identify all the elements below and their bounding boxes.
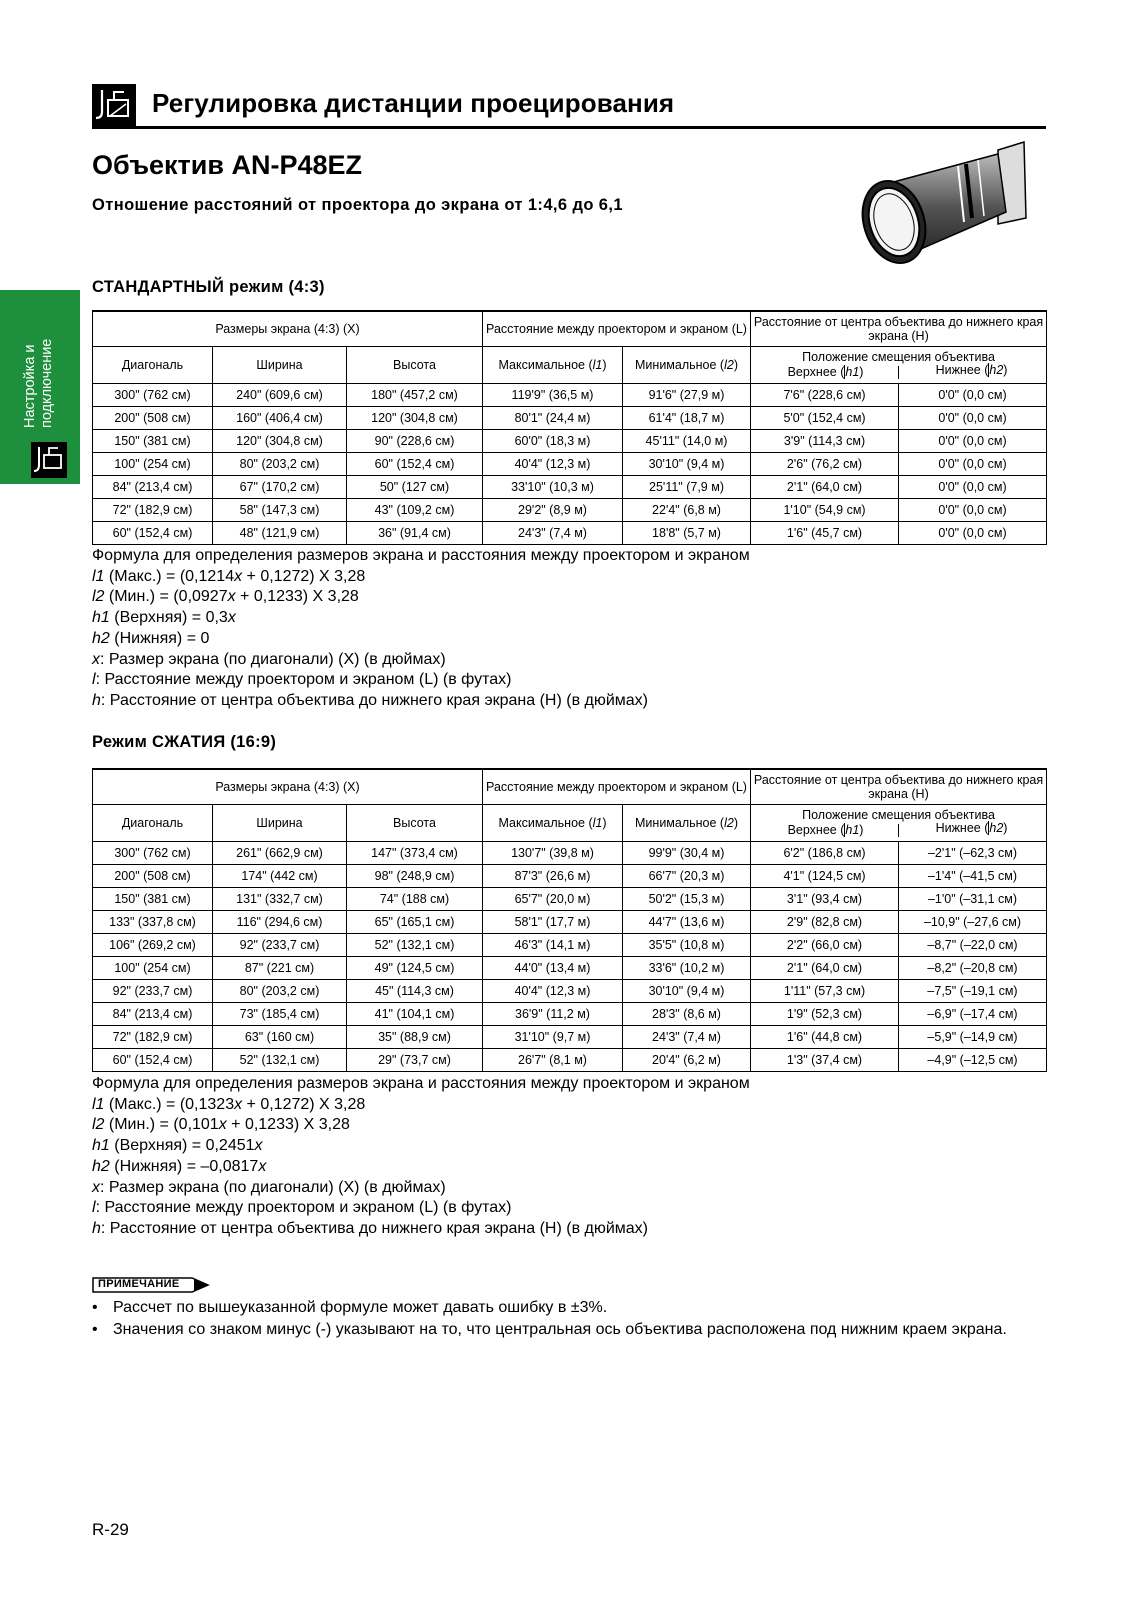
table-cell: 2'2" (66,0 см) — [751, 934, 899, 957]
header-width: Ширина — [213, 347, 347, 384]
section-tab-label-line2: подключение — [39, 338, 55, 428]
table-cell: 240" (609,6 см) — [213, 384, 347, 407]
table-cell: 91'6" (27,9 м) — [623, 384, 751, 407]
formula-block-compressed — [92, 1074, 1052, 1240]
throw-ratio-line: Отношение расстояний от проектора до экрана от 1:4,6 до 6,1 — [92, 196, 623, 214]
table-cell: 60" (152,4 см) — [93, 522, 213, 545]
page-number: R-29 — [92, 1520, 129, 1539]
table-cell: 200" (508 см) — [93, 407, 213, 430]
formula-line: Формула для определения размеров экрана и расстояния между проектором и экраном — [92, 547, 750, 564]
table-cell: 131" (332,7 см) — [213, 888, 347, 911]
header-rule — [92, 126, 1046, 129]
table-row — [93, 865, 1047, 888]
table-cell: 80" (203,2 см) — [213, 453, 347, 476]
formula-line: l2 (Мин.) = (0,0927x + 0,1233) X 3,28 — [92, 588, 359, 606]
table-cell: 1'6" (45,7 см) — [751, 522, 899, 545]
table-row — [93, 911, 1047, 934]
table-cell: 80'1" (24,4 м) — [483, 407, 623, 430]
table-cell: 50" (127 см) — [347, 476, 483, 499]
table-cell: 200" (508 см) — [93, 865, 213, 888]
formula-line: l1 (Макс.) = (0,1214x + 0,1272) X 3,28 — [92, 567, 366, 585]
header-height: Высота — [347, 347, 483, 384]
table-cell: 99'9" (30,4 м) — [623, 842, 751, 865]
table-cell: 33'10" (10,3 м) — [483, 476, 623, 499]
table-cell: 0'0" (0,0 см) — [899, 453, 1047, 476]
formula-line: l1 (Макс.) = (0,1323x + 0,1272) X 3,28 — [92, 1095, 366, 1113]
header-position: Положение смещения объектива Верхнее (h1) Нижнее (h2) — [751, 805, 1047, 842]
formula-line: x: Размер экрана (по диагонали) (X) (в дюймах) — [92, 1178, 446, 1196]
table-compressed — [92, 768, 1047, 1072]
header-distance: Расстояние между проектором и экраном (L) — [483, 311, 751, 347]
table-cell: 20'4" (6,2 м) — [623, 1049, 751, 1072]
table-cell: 29'2" (8,9 м) — [483, 499, 623, 522]
table-row — [93, 407, 1047, 430]
table-cell: 72" (182,9 см) — [93, 499, 213, 522]
table-cell: 41" (104,1 см) — [347, 1003, 483, 1026]
table-cell: 130'7" (39,8 м) — [483, 842, 623, 865]
table-row — [93, 522, 1047, 545]
table-cell: 1'6" (44,8 см) — [751, 1026, 899, 1049]
table-cell: 65'7" (20,0 м) — [483, 888, 623, 911]
table-cell: –2'1" (–62,3 см) — [899, 842, 1047, 865]
header-max: Максимальное (l1) — [483, 805, 623, 842]
table-cell: 28'3" (8,6 м) — [623, 1003, 751, 1026]
table-cell: 92" (233,7 см) — [93, 980, 213, 1003]
table-row — [93, 384, 1047, 407]
table-cell: 1'3" (37,4 см) — [751, 1049, 899, 1072]
table-cell: 65" (165,1 см) — [347, 911, 483, 934]
table-cell: 30'10" (9,4 м) — [623, 453, 751, 476]
table-cell: 2'6" (76,2 см) — [751, 453, 899, 476]
table-cell: 24'3" (7,4 м) — [483, 522, 623, 545]
section-heading-standard: СТАНДАРТНЫЙ режим (4:3) — [92, 278, 325, 296]
table-cell: 44'7" (13,6 м) — [623, 911, 751, 934]
header-position: Положение смещения объектива Верхнее (h1) Нижнее (h2) — [751, 347, 1047, 384]
table-cell: 35'5" (10,8 м) — [623, 934, 751, 957]
header-screen-size: Размеры экрана (4:3) (X) — [93, 769, 483, 805]
table-cell: 116" (294,6 см) — [213, 911, 347, 934]
header-diagonal: Диагональ — [93, 347, 213, 384]
table-cell: 0'0" (0,0 см) — [899, 407, 1047, 430]
table-cell: 24'3" (7,4 м) — [623, 1026, 751, 1049]
table-standard — [92, 310, 1047, 545]
table-row — [93, 957, 1047, 980]
table-cell: 92" (233,7 см) — [213, 934, 347, 957]
note-label: ПРИМЕЧАНИЕ — [98, 1278, 180, 1290]
table-cell: 40'4" (12,3 м) — [483, 980, 623, 1003]
table-cell: 44'0" (13,4 м) — [483, 957, 623, 980]
table-cell: 60" (152,4 см) — [93, 1049, 213, 1072]
table-cell: 0'0" (0,0 см) — [899, 430, 1047, 453]
table-cell: 0'0" (0,0 см) — [899, 522, 1047, 545]
table-row — [93, 1026, 1047, 1049]
table-cell: –8,2" (–20,8 см) — [899, 957, 1047, 980]
table-cell: 300" (762 см) — [93, 842, 213, 865]
table-cell: 1'9" (52,3 см) — [751, 1003, 899, 1026]
table-cell: 1'11" (57,3 см) — [751, 980, 899, 1003]
table-cell: 52" (132,1 см) — [347, 934, 483, 957]
table-cell: 3'9" (114,3 см) — [751, 430, 899, 453]
table-cell: 2'1" (64,0 см) — [751, 957, 899, 980]
table-cell: 261" (662,9 см) — [213, 842, 347, 865]
formula-line: h2 (Нижняя) = 0 — [92, 629, 210, 647]
table-row — [93, 476, 1047, 499]
table-cell: 0'0" (0,0 см) — [899, 384, 1047, 407]
formula-line: l2 (Мин.) = (0,101x + 0,1233) X 3,28 — [92, 1116, 350, 1134]
table-cell: 2'9" (82,8 см) — [751, 911, 899, 934]
table-cell: 66'7" (20,3 м) — [623, 865, 751, 888]
table-cell: 7'6" (228,6 см) — [751, 384, 899, 407]
table-cell: –7,5" (–19,1 см) — [899, 980, 1047, 1003]
header-screen-size: Размеры экрана (4:3) (X) — [93, 311, 483, 347]
table-cell: 49" (124,5 см) — [347, 957, 483, 980]
table-cell: 0'0" (0,0 см) — [899, 499, 1047, 522]
table-cell: 180" (457,2 см) — [347, 384, 483, 407]
table-row — [93, 934, 1047, 957]
table-cell: 26'7" (8,1 м) — [483, 1049, 623, 1072]
table-cell: 2'1" (64,0 см) — [751, 476, 899, 499]
table-cell: –4,9" (–12,5 см) — [899, 1049, 1047, 1072]
formula-line: h1 (Верхняя) = 0,3x — [92, 609, 236, 627]
table-cell: 80" (203,2 см) — [213, 980, 347, 1003]
formula-line: h: Расстояние от центра объектива до нижнего края экрана (H) (в дюймах) — [92, 691, 649, 709]
table-cell: 33'6" (10,2 м) — [623, 957, 751, 980]
note-item: • Рассчет по вышеуказанной формуле может давать ошибку в ±3%. — [92, 1299, 608, 1316]
header-lower: Нижнее (h2) — [935, 821, 1008, 835]
table-cell: 120" (304,8 см) — [347, 407, 483, 430]
formula-line: l: Расстояние между проектором и экраном (L) (в футах) — [92, 1199, 512, 1217]
table-cell: 90" (228,6 см) — [347, 430, 483, 453]
formula-line: h: Расстояние от центра объектива до нижнего края экрана (H) (в дюймах) — [92, 1219, 649, 1237]
table-cell: 3'1" (93,4 см) — [751, 888, 899, 911]
table-row — [93, 980, 1047, 1003]
header-diagonal: Диагональ — [93, 805, 213, 842]
table-cell: 147" (373,4 см) — [347, 842, 483, 865]
projector-setup-icon — [92, 84, 136, 126]
header-min: Минимальное (l2) — [623, 347, 751, 384]
table-row — [93, 1049, 1047, 1072]
table-cell: 52" (132,1 см) — [213, 1049, 347, 1072]
table-row — [93, 430, 1047, 453]
table-cell: 133" (337,8 см) — [93, 911, 213, 934]
header-upper: Верхнее (h1) — [753, 824, 899, 837]
table-cell: 18'8" (5,7 м) — [623, 522, 751, 545]
section-heading-compressed: Режим СЖАТИЯ (16:9) — [92, 733, 277, 751]
header-height: Высота — [347, 805, 483, 842]
header-upper: Верхнее (h1) — [753, 366, 899, 379]
table-cell: 31'10" (9,7 м) — [483, 1026, 623, 1049]
table-cell: 74" (188 см) — [347, 888, 483, 911]
table-cell: 46'3" (14,1 м) — [483, 934, 623, 957]
header-offset: Расстояние от центра объектива до нижнего края экрана (H) — [751, 769, 1047, 805]
table-cell: 63" (160 см) — [213, 1026, 347, 1049]
table-row — [93, 453, 1047, 476]
header-min: Минимальное (l2) — [623, 805, 751, 842]
table-cell: –1'0" (–31,1 см) — [899, 888, 1047, 911]
table-cell: 40'4" (12,3 м) — [483, 453, 623, 476]
table-cell: 150" (381 см) — [93, 888, 213, 911]
formula-block-standard — [92, 546, 1052, 712]
header-offset: Расстояние от центра объектива до нижнего края экрана (H) — [751, 311, 1047, 347]
table-cell: 1'10" (54,9 см) — [751, 499, 899, 522]
header-lower: Нижнее (h2) — [935, 363, 1008, 377]
header-distance: Расстояние между проектором и экраном (L) — [483, 769, 751, 805]
table-cell: 58" (147,3 см) — [213, 499, 347, 522]
table-cell: 43" (109,2 см) — [347, 499, 483, 522]
formula-line: h2 (Нижняя) = –0,0817x — [92, 1157, 267, 1175]
table-cell: 87'3" (26,6 м) — [483, 865, 623, 888]
formula-line: Формула для определения размеров экрана и расстояния между проектором и экраном — [92, 1075, 750, 1092]
note-badge — [92, 1277, 210, 1293]
table-cell: 4'1" (124,5 см) — [751, 865, 899, 888]
table-cell: 36'9" (11,2 м) — [483, 1003, 623, 1026]
zoom-lens-icon — [848, 140, 1048, 280]
table-cell: –6,9" (–17,4 см) — [899, 1003, 1047, 1026]
table-cell: 150" (381 см) — [93, 430, 213, 453]
table-cell: 25'11" (7,9 м) — [623, 476, 751, 499]
table-cell: 45'11" (14,0 м) — [623, 430, 751, 453]
table-cell: 50'2" (15,3 м) — [623, 888, 751, 911]
table-cell: 98" (248,9 см) — [347, 865, 483, 888]
header-width: Ширина — [213, 805, 347, 842]
table-cell: 174" (442 см) — [213, 865, 347, 888]
table-cell: 22'4" (6,8 м) — [623, 499, 751, 522]
note-item: • Значения со знаком минус (-) указывают на то, что центральная ось объектива расположена под нижним краем экрана. — [92, 1321, 1007, 1338]
formula-line: l: Расстояние между проектором и экраном (L) (в футах) — [92, 671, 512, 689]
table-cell: 84" (213,4 см) — [93, 1003, 213, 1026]
table-cell: 5'0" (152,4 см) — [751, 407, 899, 430]
table-cell: 67" (170,2 см) — [213, 476, 347, 499]
table-cell: 106" (269,2 см) — [93, 934, 213, 957]
table-cell: –1'4" (–41,5 см) — [899, 865, 1047, 888]
table-row — [93, 1003, 1047, 1026]
table-cell: 60'0" (18,3 м) — [483, 430, 623, 453]
table-cell: 72" (182,9 см) — [93, 1026, 213, 1049]
table-cell: 100" (254 см) — [93, 957, 213, 980]
table-cell: 48" (121,9 см) — [213, 522, 347, 545]
table-cell: 160" (406,4 см) — [213, 407, 347, 430]
table-cell: 100" (254 см) — [93, 453, 213, 476]
table-cell: 300" (762 см) — [93, 384, 213, 407]
table-cell: 0'0" (0,0 см) — [899, 476, 1047, 499]
table-row — [93, 888, 1047, 911]
table-cell: –8,7" (–22,0 см) — [899, 934, 1047, 957]
table-cell: 119'9" (36,5 м) — [483, 384, 623, 407]
formula-line: h1 (Верхняя) = 0,2451x — [92, 1137, 263, 1155]
header-max: Максимальное (l1) — [483, 347, 623, 384]
table-cell: –10,9" (–27,6 см) — [899, 911, 1047, 934]
table-cell: 61'4" (18,7 м) — [623, 407, 751, 430]
table-cell: 45" (114,3 см) — [347, 980, 483, 1003]
table-cell: 87" (221 см) — [213, 957, 347, 980]
table-cell: 73" (185,4 см) — [213, 1003, 347, 1026]
table-cell: 30'10" (9,4 м) — [623, 980, 751, 1003]
projector-setup-icon — [31, 442, 67, 478]
page-title: Регулировка дистанции проецирования — [152, 88, 675, 118]
lens-title: Объектив AN-P48EZ — [92, 150, 362, 180]
table-cell: 120" (304,8 см) — [213, 430, 347, 453]
table-cell: 36" (91,4 см) — [347, 522, 483, 545]
table-cell: –5,9" (–14,9 см) — [899, 1026, 1047, 1049]
table-row — [93, 499, 1047, 522]
table-cell: 29" (73,7 см) — [347, 1049, 483, 1072]
table-cell: 58'1" (17,7 м) — [483, 911, 623, 934]
section-tab-label — [22, 298, 66, 428]
formula-line: x: Размер экрана (по диагонали) (X) (в дюймах) — [92, 650, 446, 668]
table-cell: 60" (152,4 см) — [347, 453, 483, 476]
section-tab-label-line1: Настройка и — [22, 344, 38, 428]
table-row — [93, 842, 1047, 865]
table-cell: 84" (213,4 см) — [93, 476, 213, 499]
table-cell: 35" (88,9 см) — [347, 1026, 483, 1049]
table-cell: 6'2" (186,8 см) — [751, 842, 899, 865]
